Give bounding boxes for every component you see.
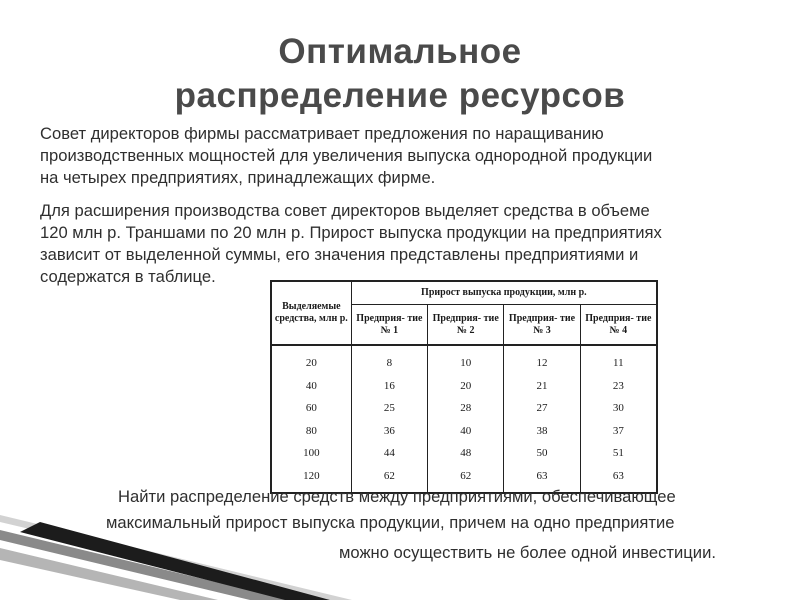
table-cell: 62	[428, 465, 504, 494]
table-cell: 63	[504, 465, 580, 494]
table-cell: 51	[612, 447, 624, 460]
task-bullet	[98, 484, 798, 566]
header-allocated-funds: Выделяемые средства, млн р.	[271, 281, 351, 345]
header-output-growth: Прирост выпуска продукции, млн р.	[351, 281, 657, 305]
table-cell: 28	[428, 397, 504, 420]
table-cell: 10	[428, 345, 504, 375]
title-line-1: Оптимальное	[278, 32, 522, 71]
table-cell: 16	[351, 375, 427, 398]
table-cell: 80	[271, 420, 351, 443]
table-cell: 37	[612, 424, 624, 437]
task-line-2: максимальный прирост выпуска продукции, причем на одно предприятие	[106, 513, 675, 532]
table-cell: 48	[428, 442, 504, 465]
table-cell: 20	[428, 375, 504, 398]
task-line-3: можно осуществить не более одной инвестиции.	[339, 543, 716, 562]
table-cell: 40	[271, 375, 351, 398]
table-cell: 25	[351, 397, 427, 420]
table-cell: 11	[613, 357, 624, 370]
table-cell: 100	[271, 442, 351, 465]
task-line-1: Найти распределение средств между предприятиями, обеспечивающее	[118, 487, 676, 506]
table-cell: 40	[428, 420, 504, 443]
header-enterprise-3: Предприя- тие № 3	[504, 305, 580, 345]
header-enterprise-1: Предприя- тие № 1	[351, 305, 427, 345]
bullet-text-1: Совет директоров фирмы рассматривает предложения по наращиванию производственных мощностей для увеличения выпуска однородной продукции на четырех предприятиях, принадлежащих фирме.	[40, 124, 653, 187]
table-cell: 23	[612, 379, 624, 392]
table-cell: 63	[612, 469, 624, 482]
table-cell: 21	[504, 375, 580, 398]
table-cell: 62	[351, 465, 427, 494]
table-cell: 27	[504, 397, 580, 420]
table-cell: 20	[271, 345, 351, 375]
table-cell: 120	[271, 465, 351, 494]
table-cell: 36	[351, 420, 427, 443]
table-cell: 8	[351, 345, 427, 375]
table-cell: 30	[612, 402, 624, 415]
title-line-2: распределение ресурсов	[174, 76, 626, 115]
header-enterprise-4: Предприя- тие № 4	[580, 305, 657, 345]
table-cell: 12	[504, 345, 580, 375]
table-cell: 60	[271, 397, 351, 420]
table-cell: 38	[504, 420, 580, 443]
table-cell: 44	[351, 442, 427, 465]
bullet-text-2: Для расширения производства совет директоров выделяет средства в объеме 120 млн р. Траншами по 20 млн р. Прирост выпуска продукции на предприятиях зависит от выделенной суммы, его значения представлены предприятиями и содержатся в таблице.	[40, 201, 662, 286]
header-enterprise-2: Предприя- тие № 2	[428, 305, 504, 345]
table-cell: 50	[504, 442, 580, 465]
